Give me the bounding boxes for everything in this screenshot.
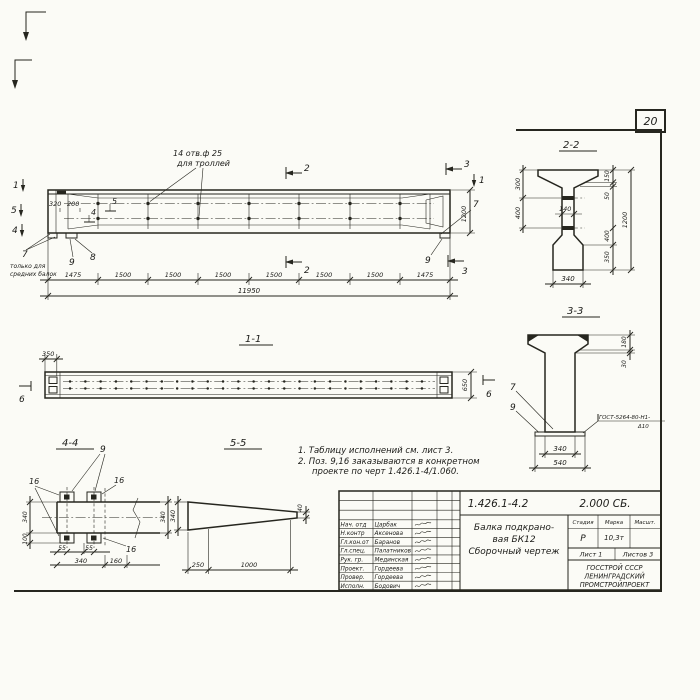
dim-label: 340 [553,445,567,453]
beam-cross-section [538,170,598,270]
dim-label: 1500 [265,271,283,279]
general-notes [298,446,548,478]
callout-label: 8 [90,253,96,263]
product-line: Сборочный чертеж [468,547,560,557]
bottom-dim [545,270,591,288]
holes-note-label: 14 отв.ф 25 [173,149,223,158]
dim-label: 340 [22,511,29,523]
dim-label: 180 [621,336,628,348]
dim-label: 100 [22,533,29,545]
row-name: Бодович [374,583,401,590]
callout-label: 5 [112,197,118,206]
col-header: Марка [604,520,624,526]
dim-label: 400 [514,206,522,220]
callouts [510,383,553,433]
row-name: Баранов [374,539,401,546]
dim-label: 340 [561,275,575,283]
marker-label: 5 [11,206,17,216]
section-title: 2-2 [563,140,580,151]
taper-outline [188,502,297,530]
sheets-label: Листов 3 [622,550,654,559]
dim-label: 50 [604,192,611,200]
dim-label: 150 [604,170,611,182]
position-callouts [10,200,479,278]
marker-label: 1 [13,181,19,191]
callout-label: 4 [91,208,97,217]
signature-mark [415,522,431,525]
trim-marks [4,4,74,99]
callout-label: 9 [425,256,431,266]
dim-label: 160 [109,557,123,565]
weld-note-label: ГОСТ-5264-80-Н1- [599,415,651,421]
callout-label: 9 [510,403,516,413]
signature-mark [415,566,431,569]
dim-label: 55 [85,545,93,552]
row-role: Гл.кон.от [340,539,369,546]
callout-label: 7 [473,200,479,210]
dim-label: 400 [604,230,611,242]
web-dim [555,205,582,217]
dim-label: 55 [58,545,66,552]
dim-label: 30 [621,360,628,368]
dim-label: 11950 [237,287,261,295]
product-title [468,523,560,557]
dim-label: 200 [67,200,80,208]
note-label: средних балок [10,271,57,278]
dim-label: 1500 [315,271,333,279]
weld-note [583,414,665,433]
mark-value: 10,3т [604,534,624,542]
beam-end-section [528,335,588,432]
holes-note-label: для троллей [177,159,230,168]
callout-label: 7 [510,383,516,393]
dim-label: 340 [74,557,88,565]
marker-label: 4 [12,226,18,236]
row-role: Проект. [340,566,365,573]
signature-mark [415,575,431,578]
marker-label: 2 [304,266,310,276]
bottom-dims [50,543,160,568]
callouts [29,445,136,554]
sheet-number: 20 [643,114,658,128]
callout-label: 16 [126,545,137,554]
dim-label: 350 [604,251,611,263]
stage-mark-scale [572,520,655,589]
row-name: Аксенова [374,531,404,538]
row-name: Гордеева [374,575,404,582]
signature-mark [415,557,431,560]
dim-label: 320 [49,200,62,208]
cut-markers-6 [19,375,495,405]
note-line: 1. Таблицу исполнений см. лист 3. [298,446,454,456]
callout-label: 7 [22,250,28,260]
row-role: Нач. отд [340,522,367,529]
doc-code: 2.000 СБ. [579,498,631,510]
sheet-label: Лист 1 [579,550,603,559]
plan-outline [45,372,452,398]
org-line: ГОССТРОЙ СССР [586,564,643,572]
dim-label: 1200 [621,211,629,229]
callout-label: 9 [100,445,106,455]
dim-label: 40 [297,504,304,512]
frame-top-line [516,129,662,131]
dim-label: 350 [42,350,55,358]
signature-mark [415,549,431,552]
col-header: Масшт. [634,520,656,526]
dim-label: 300 [514,177,522,191]
hole-rows [63,382,435,389]
section-title: 4-4 [62,438,79,449]
col-header: Стадия [572,520,594,526]
dim-label: 1500 [114,271,132,279]
section-title: 1-1 [245,334,262,345]
row-name: Царбак [374,522,397,529]
dim-label: 1475 [64,271,82,279]
right-dim [297,504,310,524]
height-dimension [451,187,475,236]
weld-note-label: Δ10 [638,424,649,430]
dim-label: 650 [461,378,469,392]
length-dimensions [40,238,458,300]
main-elevation-view [10,140,500,305]
dim-label: 340 [169,509,177,523]
dim-label: 340 [160,511,167,523]
marker-label: 3 [464,160,470,170]
callout-label: 9 [69,258,75,268]
row-role: Провер. [340,575,365,582]
section-title: 5-5 [230,438,247,449]
stage-value: Р [580,534,586,544]
dim-label: 540 [553,459,567,467]
doc-number: 1.426.1-4.2 [467,498,529,510]
note-line: 2. Поз. 9,16 заказываются в конкретном [298,456,480,467]
row-name: Гордеева [374,566,404,573]
dim-label: 1475 [416,271,434,279]
dim-label: 1200 [460,205,468,223]
dim-label: 1500 [366,271,384,279]
marker-label: 3 [462,267,468,277]
signature-rows [341,522,432,590]
marker-label: 6 [19,395,25,405]
marker-label: 6 [486,390,492,400]
dim-label: 1000 [240,561,258,569]
left-dims [22,496,60,549]
holes-note [150,149,230,217]
left-dim [169,496,188,536]
clamp-outline [42,487,165,548]
dim-label: 140 [559,205,572,213]
note-label: только для [10,263,46,270]
section-1-1 [15,330,515,410]
title-block [338,490,662,591]
marker-label: 1 [479,176,485,186]
row-role: Н.контр [340,531,365,538]
signature-mark [415,531,431,534]
dim-label: 1500 [164,271,182,279]
trolley-holes [64,194,434,229]
dim-label: 1500 [214,271,232,279]
product-line: вая БК12 [492,535,536,545]
row-name: Палатников [374,548,412,555]
row-role: Исполн. [340,583,365,590]
row-name: Мединская [374,557,409,564]
row-role: Рук. гр. [340,557,364,564]
dim-label: 250 [191,561,205,569]
note-line: проекте по черт 1.426.1-4/1.060. [312,467,459,477]
marker-label: 2 [304,164,310,174]
section-2-2 [505,135,700,310]
callout-label: 16 [29,477,40,486]
row-role: Гл.спец. [340,548,366,555]
signature-mark [415,540,431,543]
signature-mark [415,584,431,587]
org-line: ПРОМСТРОЙПРОЕКТ [579,581,650,589]
section-title: 3-3 [567,306,584,317]
product-line: Балка подкрано- [473,523,555,533]
left-dims [514,165,551,233]
org-line: ЛЕНИНГРАДСКИЙ [584,572,645,581]
callout-label: 16 [114,476,125,485]
